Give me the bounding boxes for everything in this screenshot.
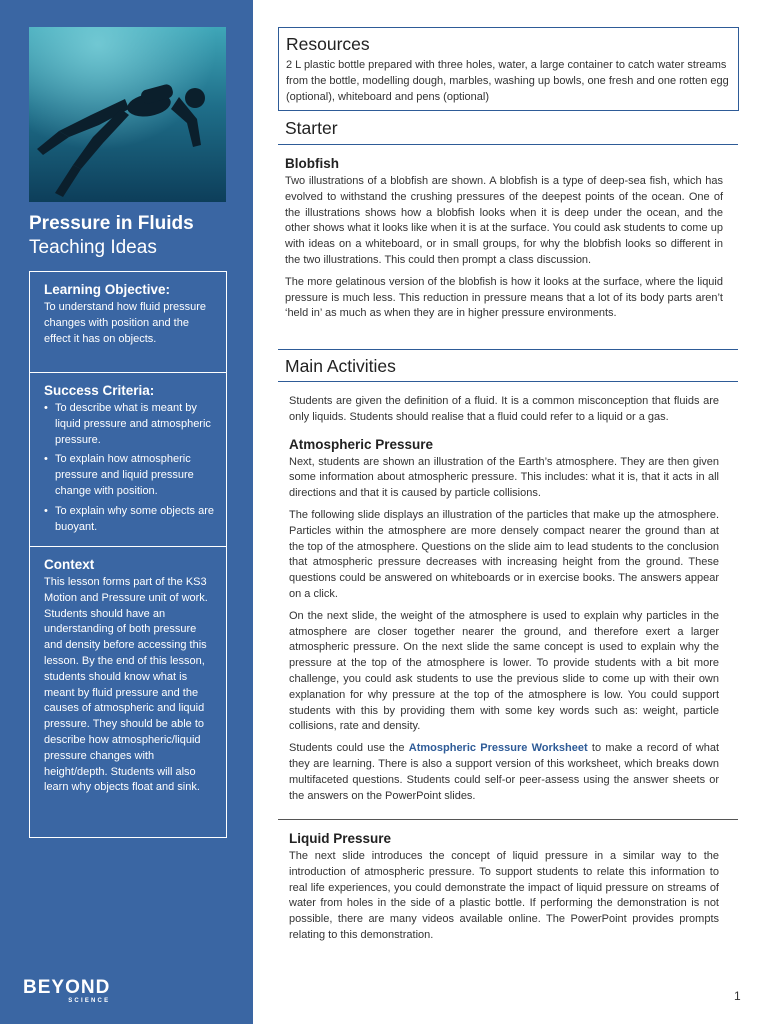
learning-objective-heading: Learning Objective: — [44, 282, 171, 297]
list-item: • To explain how atmospheric pressure and liquid pressure change with position. — [44, 452, 216, 499]
context-text: This lesson forms part of the KS3 Motion and Pressure unit of work. Students should have an understanding of both pressure and density before accessing this lesson. By the end of this lesson, students should know what is meant by fluid pressure and the causes of atmospheric and liquid pressure. They should be able to describe how atmospheric/liquid pressure changes with height/depth. Students will also learn why objects float and sink. — [44, 576, 208, 794]
atmospheric-paragraph-4 — [289, 741, 719, 804]
success-criteria-box — [29, 372, 227, 547]
liquid-pressure-section — [289, 830, 719, 950]
atmospheric-paragraph-1: Next, students are shown an illustration of the Earth’s atmosphere. They are then given some information about atmospheric pressure. This includes: what it is, that it acts in all directions and that it is caused by particle collisions. — [289, 455, 719, 500]
hero-image — [29, 27, 226, 202]
sidebar — [0, 0, 253, 1024]
atmospheric-pressure-heading: Atmospheric Pressure — [289, 436, 434, 452]
paragraph-text: Students could use the — [289, 742, 409, 755]
context-heading: Context — [44, 557, 95, 572]
starter-paragraph-2: The more gelatinous version of the blobfish is how it looks at the surface, where the liquid pressure is much less. This reduction in pressure means that a lot of its body parts aren’t ‘held in’ as much as when they are in higher pressure environments. — [285, 275, 723, 320]
starter-section — [285, 155, 723, 328]
fluid-intro-paragraph: Students are given the definition of a fluid. It is a common misconception that fluids are only liquids. Students should realise that a fluid could refer to a liquid or a gas. — [289, 395, 719, 423]
liquid-paragraph-1: The next slide introduces the concept of liquid pressure in a similar way to the introduction of atmospheric pressure. To support students to relate this information to real life experiences, you could demonstrate the impact of liquid pressure on streams of water from holes in the side of a plastic bottle. If performing the demonstration is not possible, there are many videos available online. The PowerPoint provides prompts relating to this demonstration. — [289, 850, 719, 941]
starter-paragraph-1: Two illustrations of a blobfish are shown. A blobfish is a type of deep-sea fish, which has evolved to withstand the crushing pressures of the deepest points of the ocean. One of the illustrations shows how a blobfish looks when it is deep under the ocean, and the other shows what it looks like when it is at the surface. You could ask students to come up with ideas on a whiteboard, or in small groups, for why the blobfish looks so different in the two illustrations. This could then prompt a class discussion. — [285, 175, 723, 266]
main-activities-section — [289, 394, 719, 810]
blobfish-heading: Blobfish — [285, 156, 339, 171]
starter-heading: Starter — [285, 118, 338, 138]
list-item: • To explain why some objects are buoyant. — [44, 504, 216, 536]
atmospheric-paragraph-3: On the next slide, the weight of the atmosphere is used to explain why particles in the atmosphere are closer together nearer the ground, and therefore exert a larger atmospheric pressure. On the next slide the same concept is used to explain why the pressure at the top of the atmosphere is lower. To provide students with a bit more challenge, you could ask students to use the previous slide to come up with their own explanation for why pressure at the top of the atmosphere is low. You could support students with this by providing them with some key words such as: weight, particle collisions, rate and density. — [289, 609, 719, 733]
success-criteria-heading: Success Criteria: — [44, 383, 155, 398]
worksheet-link[interactable]: Atmospheric Pressure Worksheet — [408, 742, 588, 755]
page-title: Pressure in Fluids — [29, 213, 194, 234]
context-box — [29, 546, 227, 838]
page-number: 1 — [734, 989, 741, 1003]
success-criteria-list — [44, 401, 216, 535]
diver-photo — [29, 27, 226, 202]
beyond-science-logo — [23, 978, 110, 1004]
main-activities-divider — [278, 381, 738, 382]
resources-heading: Resources — [286, 34, 370, 54]
list-item: • To describe what is meant by liquid pressure and atmospheric pressure. — [44, 401, 216, 448]
logo-main-text: BEYOND — [23, 977, 111, 998]
resources-text: 2 L plastic bottle prepared with three holes, water, a large container to catch water streams from the bottle, modelling dough, marbles, washing up bowls, one fresh and one rotten egg (optional), whiteboard and pens (optional) — [286, 59, 729, 103]
page-subtitle: Teaching Ideas — [29, 237, 157, 258]
main-activities-heading: Main Activities — [285, 356, 396, 376]
paragraph-text: to make a record of what they are learning. There is also a support version of this worksheet, which breaks down multifaceted questions. Students could self-or peer-assess using the answer sheets or the answers on the PowerPoint slides. — [289, 742, 719, 802]
starter-divider — [278, 144, 738, 145]
liquid-pressure-heading: Liquid Pressure — [289, 831, 392, 846]
atmospheric-paragraph-2: The following slide displays an illustration of the particles that make up the atmosphere. Particles within the atmosphere are more densely compact nearer the ground than at the top of the atmosphere. Questions on the slide aim to lead students to the conclusion that atmospheric pressure decreases with increasing height from the ground. These questions could be answered on whiteboards or in exercise books. The answers appear on a click. — [289, 508, 719, 600]
logo-sub-text: SCIENCE — [68, 998, 111, 1004]
liquid-pressure-divider — [278, 819, 738, 820]
main-activities-top-divider — [278, 349, 738, 350]
resources-box — [278, 27, 739, 111]
learning-objective-text: To understand how fluid pressure changes with position and the effect it has on objects. — [44, 301, 207, 345]
learning-objective-box — [29, 271, 227, 373]
